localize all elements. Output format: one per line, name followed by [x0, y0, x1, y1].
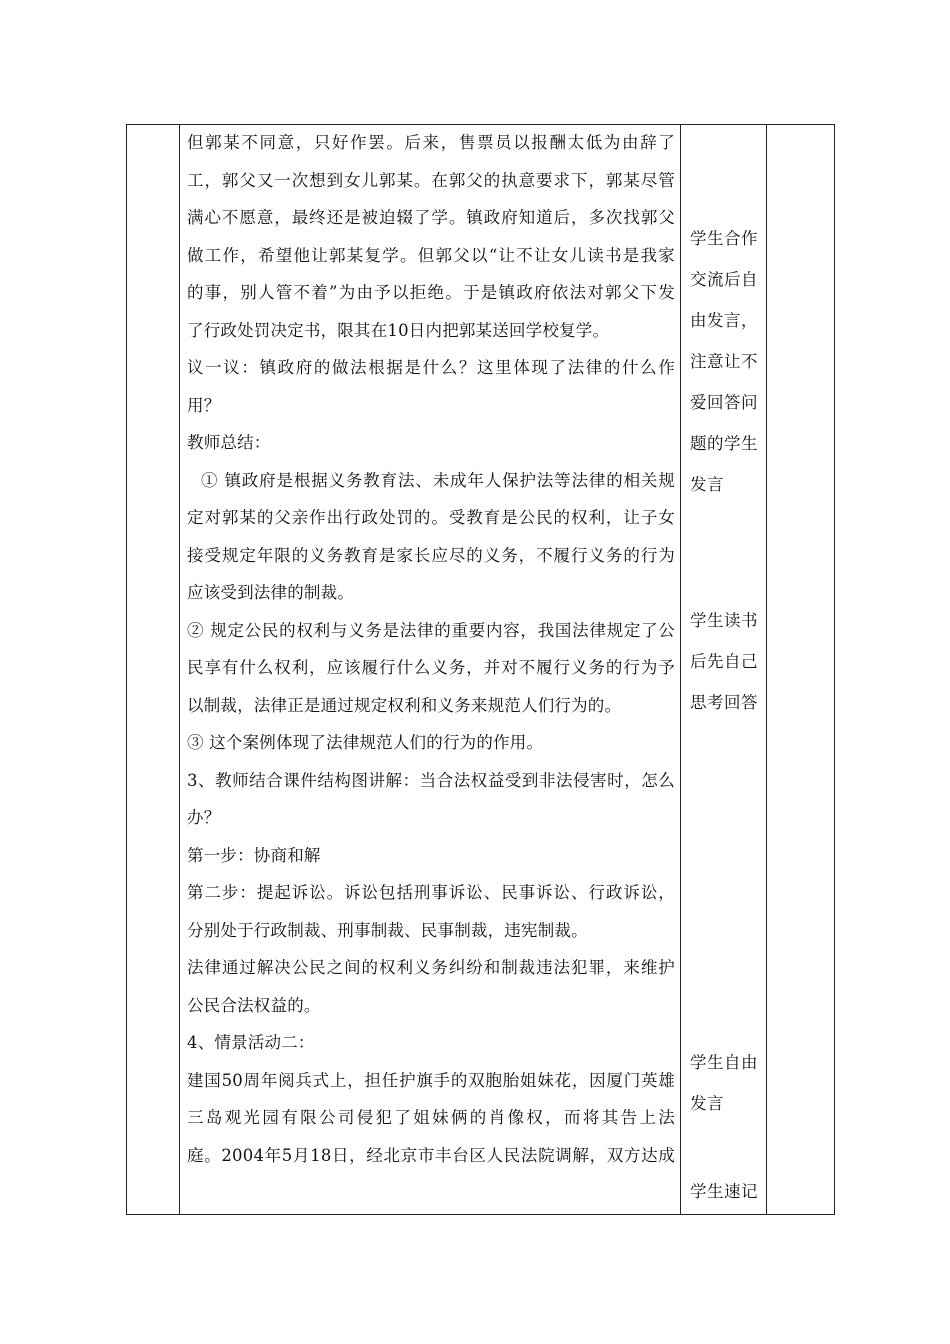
content-line: 做工作，希望他让郭某复学。但郭父以“让不让女儿读书是我家 [187, 245, 675, 265]
content-line: 公民合法权益的。 [187, 995, 321, 1015]
step-1: 第一步：协商和解 [187, 845, 321, 865]
case-line: 建国50周年阅兵式上，担任护旗手的双胞胎姐妹花，因厦门英雄 [187, 1070, 675, 1090]
content-line: 接受规定年限的义务教育是家长应尽的义务，不履行义务的行为 [187, 545, 675, 565]
summary-point-2: ② 规定公民的权利与义务是法律的重要内容，我国法律规定了公 [187, 620, 675, 640]
question-line: 议一议：镇政府的做法根据是什么？这里体现了法律的什么作 [187, 358, 675, 377]
content-line: 满心不愿意，最终还是被迫辍了学。镇政府知道后，多次找郭父 [187, 208, 675, 227]
content-line: 了行政处罚决定书，限其在10日内把郭某送回学校复学。 [187, 320, 610, 340]
content-line: 工，郭父又一次想到女儿郭某。在郭父的执意要求下，郭某尽管 [187, 170, 675, 190]
content-line: 法律通过解决公民之间的权利义务纠纷和制裁违法犯罪，来维护 [187, 958, 675, 977]
note-line: 爱回答问 [690, 393, 758, 412]
note-line: 后先自己 [690, 652, 758, 671]
section-3-line: 办？ [187, 808, 221, 827]
student-activity-note [690, 1042, 764, 1124]
teaching-content [187, 124, 675, 1174]
note-line: 题的学生 [690, 434, 758, 453]
section-3-line: 3、教师结合课件结构图讲解：当合法权益受到非法侵害时，怎么 [187, 770, 675, 790]
content-line: 的事，别人管不着”为由予以拒绝。于是镇政府依法对郭父下发 [187, 283, 675, 302]
note-line: 学生读书 [690, 611, 758, 630]
student-activity-note [690, 600, 764, 723]
note-line: 由发言， [690, 311, 758, 330]
note-line: 发言 [690, 475, 724, 494]
section-4-heading: 4、情景活动二： [187, 1033, 315, 1052]
column-divider [680, 125, 681, 1214]
column-divider [179, 125, 180, 1214]
note-line: 注意让不 [690, 352, 758, 371]
case-line: 庭。2004年5月18日，经北京市丰台区人民法院调解，双方达成 [187, 1145, 675, 1165]
note-line: 学生速记 [690, 1182, 758, 1201]
content-line: 分别处于行政制裁、刑事制裁、民事制裁，违宪制裁。 [187, 920, 588, 940]
column-divider [766, 125, 767, 1214]
content-line: 应该受到法律的制裁。 [187, 583, 354, 602]
content-line: 以制裁，法律正是通过规定权利和义务来规范人们行为的。 [187, 695, 622, 715]
summary-heading: 教师总结： [187, 433, 271, 452]
case-line: 三岛观光园有限公司侵犯了姐妹俩的肖像权，而将其告上法 [187, 1108, 675, 1127]
content-line: 但郭某不同意，只好作罢。后来，售票员以报酬太低为由辞了 [187, 133, 675, 152]
note-line: 学生合作 [690, 229, 758, 248]
question-line: 用？ [187, 395, 221, 415]
student-activity-note [690, 218, 764, 505]
note-line: 学生自由 [690, 1053, 758, 1072]
summary-point-3: ③ 这个案例体现了法律规范人们的行为的作用。 [187, 733, 544, 752]
note-line: 发言 [690, 1094, 724, 1113]
note-line: 思考回答 [690, 693, 758, 712]
content-line: 定对郭某的父亲作出行政处罚的。受教育是公民的权利，让子女 [187, 508, 675, 527]
step-2: 第二步：提起诉讼。诉讼包括刑事诉讼、民事诉讼、行政诉讼， [187, 883, 675, 902]
student-activity-note [690, 1171, 764, 1212]
content-line: 民享有什么权利，应该履行什么义务，并对不履行义务的行为予 [187, 658, 675, 677]
note-line: 交流后自 [690, 270, 758, 289]
summary-point-1: ① 镇政府是根据义务教育法、未成年人保护法等法律的相关规 [201, 470, 675, 490]
